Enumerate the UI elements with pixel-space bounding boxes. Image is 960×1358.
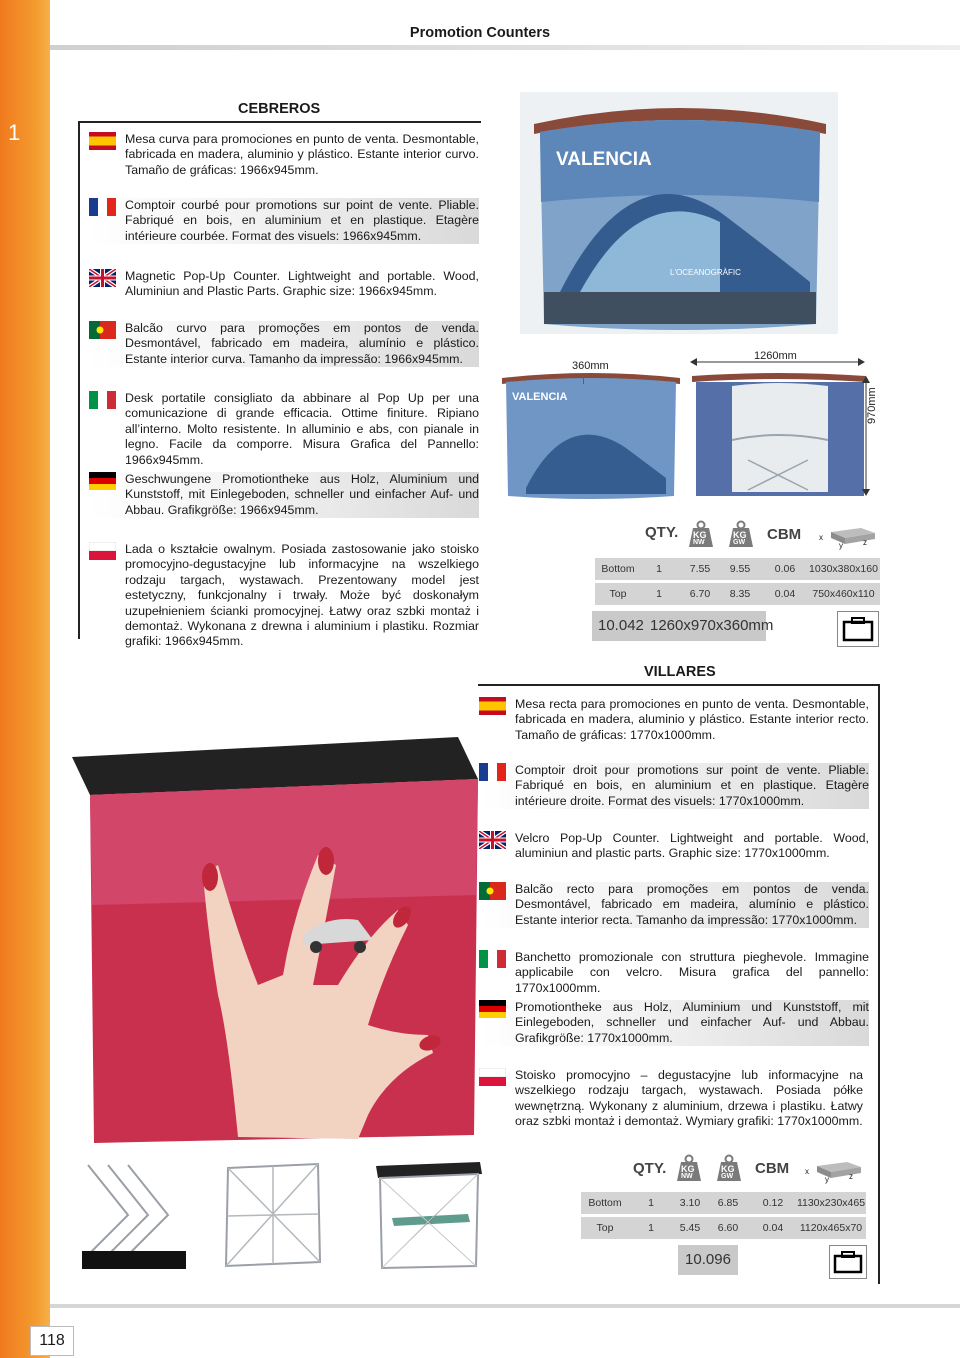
dimension-height: 970mm <box>866 387 878 424</box>
cebreros-frame-photo <box>688 370 870 500</box>
width-arrow-icon <box>690 356 865 368</box>
cebreros-side-rule <box>78 121 80 639</box>
desc-pt: Balcão recto para promoções em pontos de venda. Desmontável, fabricado em madeira, alumínio e plástico. Estante interior recta. Tamanho da impressão: 1770x1000mm. <box>479 882 869 928</box>
desc-fr: Comptoir courbé pour promotions sur point de vente. Pliable. Fabriqué en bois, en aluminium et en plastique. Etagère intérieure courbée. Format des visuels: 1966x945mm. <box>89 198 479 244</box>
villares-title: VILLARES <box>644 664 716 680</box>
product-code-box <box>592 611 774 641</box>
desc-de: Promotiontheke aus Holz, Aluminium und Kunststoff, mit Einlegeboden, schneller und einfacher Auf- und Abbau. Grafikgröße: 1770x1000mm. <box>479 1000 869 1046</box>
product-dims: 1260x970x360mm <box>650 617 774 634</box>
box-dimensions-icon: x y z <box>803 1154 865 1184</box>
germany-flag-icon <box>89 472 116 490</box>
villares-counter-photo <box>68 735 478 1145</box>
depth-marker <box>583 376 584 384</box>
valencia-brand-text: VALENCIA <box>556 149 652 170</box>
desc-it: Banchetto promozionale con struttura pieghevole. Immagine applicabile con velcro. Misura grafica del pannello: 1770x1000mm. <box>479 950 869 996</box>
header-rule <box>50 45 960 50</box>
desc-pl: Stoisko promocyjno – degustacyjne lub informacyjne na wszelkiego rodzaju targach, wystawach. Posiada półke wewnętrzną. Wykonany z aluminium, drzewa i plastiku. Łatwy oraz szbki montaż i demontaż. Wymiary grafiki: 1770x1000mm. <box>479 1068 863 1130</box>
box-dimensions-icon: x y z <box>817 520 879 550</box>
cbm-header: CBM <box>755 1160 790 1177</box>
product-code: 10.096 <box>685 1251 731 1268</box>
open-frame-photo <box>218 1160 330 1270</box>
counter-shelf-photo <box>372 1158 484 1270</box>
spec-row-top: Top 1 6.70 8.35 0.04 750x460x110 <box>595 583 880 605</box>
desc-es: Mesa curva para promociones en punto de venta. Desmontable, fabricada en madera, aluminio y plástico. Estante interior curvo. Tamaño de gráficas: 1966x945mm. <box>89 132 479 178</box>
germany-flag-icon <box>479 1000 506 1018</box>
poland-flag-icon <box>479 1068 506 1086</box>
portugal-flag-icon <box>89 321 116 339</box>
spain-flag-icon <box>89 132 116 150</box>
uk-flag-icon <box>479 831 506 849</box>
spec-row-bottom: Bottom 1 7.55 9.55 0.06 1030x380x160 <box>595 558 880 580</box>
france-flag-icon <box>89 198 116 216</box>
villares-spec-table <box>581 1152 866 1282</box>
desc-en: Magnetic Pop-Up Counter. Lightweight and portable. Wood, Aluminiun and Plastic Parts. Graphic size: 1966x945mm. <box>89 269 479 300</box>
portugal-flag-icon <box>479 882 506 900</box>
carry-case-icon <box>838 612 878 646</box>
desc-fr: Comptoir droit pour promotions sur point de vente. Pliable. Fabriqué en bois, en aluminium et en plastique. Etagère intérieure droite. Format des visuels: 1770x1000mm. <box>479 763 869 809</box>
cebreros-counter-photo <box>520 92 838 334</box>
cbm-header: CBM <box>767 526 802 543</box>
spec-row-bottom: Bottom 1 3.10 6.85 0.12 1130x230x465 <box>581 1192 866 1214</box>
folded-frame-photo <box>68 1155 203 1275</box>
qty-header: QTY. <box>645 524 679 541</box>
dimension-depth: 360mm <box>572 360 609 372</box>
section-tab-number: 1 <box>8 120 21 145</box>
france-flag-icon <box>479 763 506 781</box>
desc-pt: Balcão curvo para promoções em pontos de venda. Desmontável, fabricado em madeira, alumínio e plástico. Estante interior curva. Tamanho da impressão: 1966x945mm. <box>89 321 479 367</box>
case-icon-box <box>837 611 879 647</box>
kg-gw-weight-icon: KG GW <box>715 1154 743 1182</box>
case-icon-box <box>829 1245 867 1279</box>
cebreros-spec-table <box>595 518 880 648</box>
desc-de: Geschwungene Promotiontheke aus Holz, Aluminium und Kunststoff, mit Einlegeboden, schneller und einfacher Auf- und Abbau. Grafikgröße: 1966x945mm. <box>89 472 479 518</box>
dimension-width: 1260mm <box>754 350 797 362</box>
product-code: 10.042 <box>598 617 644 634</box>
italy-flag-icon <box>479 950 506 968</box>
page-number: 118 <box>30 1326 74 1356</box>
qty-header: QTY. <box>633 1160 667 1177</box>
product-code-box <box>678 1245 738 1275</box>
carry-case-icon <box>830 1246 866 1278</box>
desc-it: Desk portatile consigliato da abbinare al Pop Up per una comunicazione di grande efficacia. Ottime finiture. Ripiano all’interno. Molto resistente. In alluminio e abs, con pianale in legno. Facile da comporre. Misura Grafica del Pannello: 1966x945mm. <box>89 391 479 468</box>
villares-side-rule <box>878 684 880 1284</box>
cebreros-small-photo <box>496 368 686 504</box>
kg-nw-weight-icon: KG NW <box>687 520 715 548</box>
uk-flag-icon <box>89 269 116 287</box>
oceanografic-sign-text: L'OCEANOGRÀFIC <box>670 268 741 277</box>
desc-es: Mesa recta para promociones en punto de venta. Desmontable, fabricada en madera, aluminio y plástico. Estante interior recto. Tamaño de gráficas: 1770x1000mm. <box>479 697 869 743</box>
cebreros-title: CEBREROS <box>238 101 321 117</box>
desc-en: Velcro Pop-Up Counter. Lightweight and portable. Wood, aluminiun and plastic parts. Graphic size: 1770x1000mm. <box>479 831 869 862</box>
orange-side-band <box>0 0 50 1358</box>
page-header: Promotion Counters <box>409 25 551 41</box>
kg-nw-weight-icon: KG NW <box>675 1154 703 1182</box>
villares-title-rule <box>478 684 880 686</box>
desc-pl: Lada o kształcie owalnym. Posiada zastosowanie jako stoisko promocyjno-degustacyjne lub informacyjne na wszelkiego rodzaju targach, wystawach. Prezentowany model jest estetyczny, funkcjonalny i trwały. Może być doskonałym uzupełnieniem ścianki promocyjnej. Łatwy oraz szbki montaż i demontaż. Wykonana z drewna i aluminium i plastiku. Rozmiar grafiki: 1966x945mm. <box>89 542 479 650</box>
small-valencia-text: VALENCIA <box>512 391 568 403</box>
poland-flag-icon <box>89 542 116 560</box>
kg-gw-weight-icon: KG GW <box>727 520 755 548</box>
cebreros-title-rule <box>78 121 481 123</box>
italy-flag-icon <box>89 391 116 409</box>
footer-rule <box>50 1304 960 1308</box>
spain-flag-icon <box>479 697 506 715</box>
spec-row-top: Top 1 5.45 6.60 0.04 1120x465x70 <box>581 1217 866 1239</box>
